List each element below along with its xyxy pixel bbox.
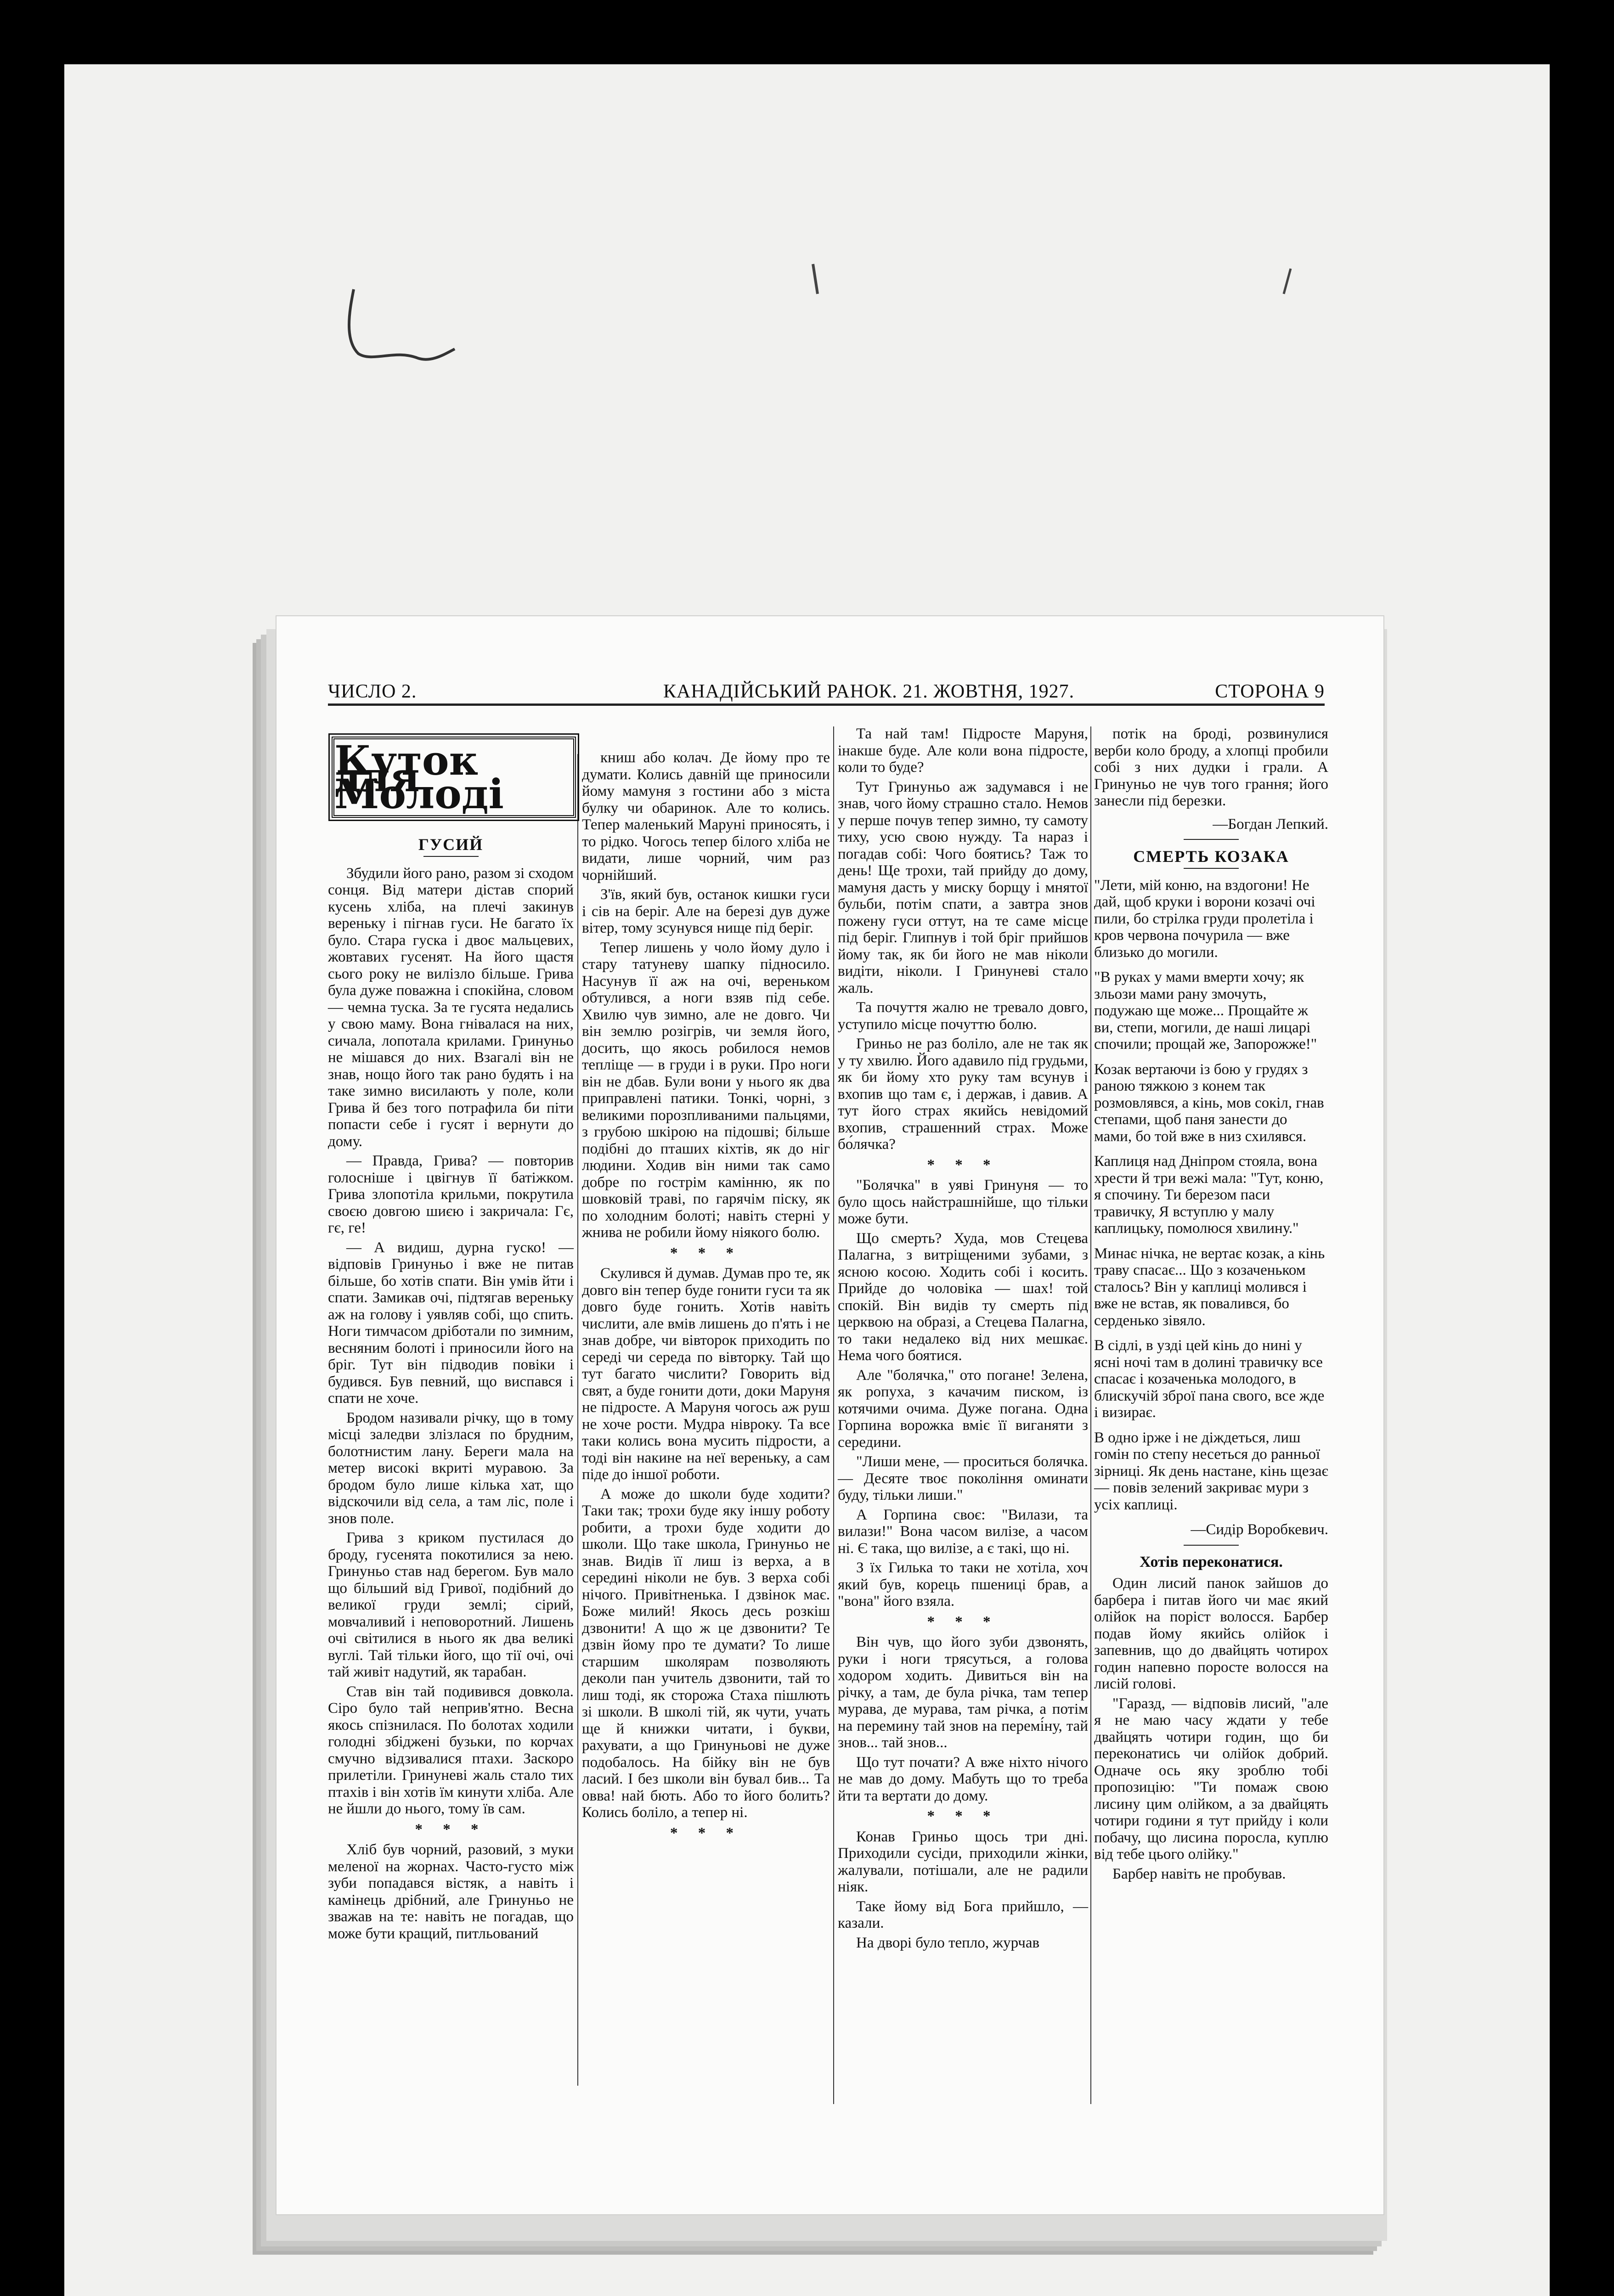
- column-2: [582, 749, 830, 1845]
- paragraph: А Горпина своє: "Вилази, та вилази!" Вона часом вилізе, а часом ні. Є така, що вилізе, а є такі, що ні.: [838, 1506, 1088, 1557]
- paragraph: Став він тай подивився довкола. Сіро було тай неприв'ятно. Весна якось спізнилася. По болотах ходили голодні збіджені бузьки, по корчах смучно відзивалися птахи. Заскоро прилетіли. Гринуневі жаль стало тих птахів і він хотів їм кинути хліба. Але не йшли до нього, тому їв сам.: [328, 1683, 574, 1817]
- paragraph: Та най там! Підросте Маруня, інакше буде. Але коли вона підросте, коли то буде?: [838, 726, 1088, 776]
- story-title: Хотів переконатися.: [1140, 1553, 1283, 1570]
- paragraph: Таке йому від Бога прийшло, — казали.: [838, 1898, 1088, 1931]
- paragraph: Один лисий панок зайшов до барбера і питав його чи має який олійок на поріст волосся. Барбер подав йому якийсь олійок і запевнив, що до двайцять чотирох годин напевно поросте волосся на лисій голові.: [1094, 1575, 1328, 1692]
- title-rule: [1184, 839, 1239, 840]
- paragraph: Гриньо не раз боліло, але не так як у ту хвилю. Його адавило під грудьми, як би йому хто руку там всунув і вхопив що там є, і держав, і давив. А тут його страх якийсь невідомий вхопив, страшенний страх. Може бо́лячка?: [838, 1035, 1088, 1153]
- section-break: * * *: [927, 1808, 999, 1824]
- paragraph: Збудили його рано, разом зі сходом сонця. Від матери дістав спорий кусень хліба, на плечі закинув вереньку і пігнав гуси. Не багато їх було. Стара гуска і двоє мальцевих, жовтавих гусенят. На його щастя сього року не вилізло більше. Грива була дуже поважна і спокійна, словом — чемна туска. За те гусята недались у свою маму. Вона гнівалася на них, сичала, лопотала крилами. Гринуньо не мішався до них. Взагалі він не знав, нощо його так рано будять і на таке зимно висилають у поле, коли Грива й без того потрафила би піти попасти себе і гусят і вернути до дому.: [328, 865, 574, 1150]
- author-signature: —Богдан Лепкий.: [1213, 816, 1328, 833]
- paragraph: Але "болячка," ото погане! Зелена, як ропуха, з качачим писком, із котячими очима. Дуже погана. Одна Горпина ворожка вміє її виганяти з середини.: [838, 1367, 1088, 1451]
- column-1: [328, 731, 574, 1945]
- paragraph: Та почуття жалю не тревало довго, уступило місце почуттю болю.: [838, 999, 1088, 1033]
- column-rule: [1090, 726, 1091, 2104]
- stanza: В сідлі, в узді цей кінь до нині у ясні ночі там в долині травичку все спасає і козаченька молодого, в блискучій зброї пана свого, все жде і визирає.: [1094, 1337, 1325, 1421]
- paragraph: Барбер навіть не пробував.: [1112, 1865, 1286, 1882]
- paragraph: потік на броді, розвинулися верби коло броду, а хлопці пробили собі з них дудки і грали. А Гринуньо не чув того грання; його занесли під березки.: [1094, 726, 1328, 809]
- paragraph: "Болячка" в уяві Гринуня — то було щось найстрашнійше, що тільки може бути.: [838, 1177, 1088, 1227]
- paragraph: Тут Гринуньо аж задумався і не знав, чого йому страшно стало. Немов у перше почув тепер зимно, ту самоту тиху, усю свою нужду. Та нараз і погадав собі: Чого боятись? Таж то день! Ще трохи, тай прийду до дому, мамуня дасть у миску борщу і мнятої бульби, потім спати, а завтра знов пожену гуси оттут, на те саме місце під беріг. Глипнув і той бріг прийшов йому так, як би його не мав ніколи видіти, ніколи. І Гринуневі стало жаль.: [838, 778, 1088, 996]
- column-rule: [833, 726, 834, 2104]
- newspaper-page: [276, 615, 1384, 2215]
- section-break: * * *: [415, 1821, 487, 1838]
- section-break: * * *: [670, 1824, 742, 1841]
- poet-signature: —Сидір Воробкевич.: [1191, 1521, 1328, 1538]
- stanza: "В руках у мами вмерти хочу; як зльози мами рану змочуть, подужаю ще може... Прощайте ж ви, степи, могили, де наші лицарі спочили; прощай же, Запорожже!": [1094, 969, 1317, 1052]
- section-title: Куток для Молоді: [334, 736, 504, 818]
- stanza: Каплиця над Дніпром стояла, вона хрести й три вежі мала: "Тут, коню, я спочину. Ти березом паси травичку, Я вступлю у малу каплицьку, помолюся хвилину.": [1094, 1153, 1324, 1237]
- stanza: "Лети, мій коню, на вздогони! Не дай, щоб круки і ворони козачі очі пили, бо стрілка груди пролетіла і кров червона почурила — вже близько до могили.: [1094, 877, 1315, 961]
- paragraph: З'їв, який був, останок кишки гуси і сів на беріг. Але на березі дув дуже вітер, тому зсунувся нище під беріг.: [582, 886, 830, 936]
- title-rule: [423, 856, 479, 857]
- section-break: * * *: [670, 1244, 742, 1261]
- column-4: [1094, 726, 1328, 1885]
- issue-number: ЧИСЛО 2.: [328, 681, 417, 702]
- paragraph: Хліб був чорний, разовий, з муки меленої на жорнах. Часто-густо між зуби попадався вістяк, а навіть і камінець дрібний, але Гринуньо не зважав на те: навіть не погадав, що може бути кращий, питльований: [328, 1841, 574, 1942]
- column-3: [838, 726, 1088, 1954]
- title-rule: [1184, 868, 1239, 869]
- paragraph: "Лиши мене, — проситься болячка. — Десяте твоє покоління оминати буду, тільки лиши.": [838, 1453, 1088, 1503]
- story-title: ГУСИЙ: [418, 835, 484, 854]
- paragraph: "Гаразд, — відповів лисий, "але я не маю часу ждати у тебе двайцять чотири годин, що би переконатись чи олійок добрий. Одначе ось яку зроблю тобі пропозицію: "Ти помаж свою лисину цим олійком, а за двайцять чотири години я тут прийду і коли побачу, що лисина поросла, куплю від тебе цього олійку.": [1094, 1695, 1328, 1863]
- paragraph: Він чув, що його зуби дзвонять, руки і ноги трясуться, а голова ходором ходить. Дивиться він на річку, а там, де була річка, там тепер мурава, де мурава, там річка, а потім на перемину тай знов на перемі́ну, тай знов... тай знов...: [838, 1634, 1088, 1751]
- paragraph: Грива з криком пустилася до броду, гусенята покотилися за нею. Гринуньо став над берегом. Був мало що більший від Гривої, подібний до великої груди землі; сірий, мовчаливий і неповоротний. Лишень очі світилися в нього як два великі вуглі. Тай тільки його, що тії очі, очі тай живіт надутий, як тарабан.: [328, 1530, 574, 1680]
- tick-mark: [1277, 266, 1295, 298]
- stanza: Минає нічка, не вертає козак, а кінь траву спасає... Що з козаченьком сталось? Він у каплиці молився і вже не встав, як повалився, бо серденько зівяло.: [1094, 1245, 1325, 1329]
- poem-title: СМЕРТЬ КОЗАКА: [1133, 847, 1289, 866]
- paragraph: На дворі було тепло, журчав: [856, 1934, 1040, 1951]
- poem: [1094, 877, 1328, 1514]
- column-rule: [577, 754, 578, 2086]
- page-header: [328, 681, 1325, 706]
- paragraph: книш або колач. Де йому про те думати. Колись давній ще приносили йому мамуня з гостини або з міста булку чи обаринок. Але то колись. Тепер маленький Маруні приносять, і то рідко. Чогось тепер білого хліба не видати, лише чорний, чим раз чорнійший.: [582, 749, 830, 884]
- paragraph: Тепер лишень у чоло йому дуло і стару татуневу шапку підносило. Насунув її аж на очі, вереньком обтулився, а ноги взяв під себе. Хвилю чув зимно, але не довго. Чи він землю розігрів, чи земля його, досить, що якось робилося немов тепліще — в груди і в руки. Про ноги він не дбав. Були вони у нього як два приправлені патики. Тонкі, чорні, з великими порозпливаними пальцями, з грубою шкірою на підошві; більше подібні до пташих кіхтів, як до ніг людини. Ходив він ними так само добре по гострім камінню, як по шовковій траві, по гарячім піску, як по холодним болоті; навіть стерні у жнива не робили йому ніякого болю.: [582, 939, 830, 1241]
- title-rule: [1184, 1545, 1239, 1546]
- pen-scribble-mark: [340, 285, 459, 390]
- section-title-box: [332, 737, 576, 818]
- paragraph: А може до школи буде ходити? Таки так; трохи буде яку іншу роботу робити, а трохи буде ходити до школи. Що таке школа, Гринуньо не знав. Видів її лиш із верха, а в середині ніколи не був. З верха собі нічого. Привітненька. І дзвінок має. Боже милий! Якось десь розкіш дзвонити! А що ж це дзвонити? Те дзвін йому про те думати? То лише старшим школярам позволяють деколи пан учитель дзвонити, тай то лиш тоді, як сторожа Стаха пішлють зі школи. В школі тій, як чути, учать ще й книжки читати, і букви, рахувати, а що Гринуньові не дуже подобалось. На бійку він не був ласий. І без школи він бувал бив... Та овва! най бють. Або то його болить? Колись боліло, а тепер ні.: [582, 1486, 830, 1821]
- page-number: СТОРОНА 9: [1215, 681, 1325, 702]
- section-break: * * *: [927, 1156, 999, 1173]
- paragraph: — А видиш, дурна гуско! — відповів Гринуньо і вже не питав більше, бо хотів спати. Він умів йти і спати. Замикав очі, підтягав вереньку аж на голову і уявляв собі, що спить. Ноги тимчасом дріботали по зимним, весняним болоті і приносили його на бріг. Тут він підводив повіки і будився. Був певний, що виспався і спати не хоче.: [328, 1239, 574, 1407]
- paragraph: Що смерть? Худа, мов Стецева Палагна, з витріщеними зубами, з ясною косою. Ходить собі і косить. Прийде до чоловіка — шах! той спокій. Він видів ту смерть під церквою на образі, а Стецева Палагна, то таки недалеко від них мешкає. Нема чого боятися.: [838, 1230, 1088, 1364]
- stanza: В одно ірже і не діждеться, лиш гомін по степу несеться до ранньої зірниці. Як день настане, кінь щезає — повів зелений закриває мури з усіх каплиці.: [1094, 1429, 1328, 1513]
- paragraph: — Правда, Грива? — повторив голосніше і цвігнув її батіжком. Грива злопотіла крильми, покрутила своєю довгою шиєю і закричала: Гє, гє, ге!: [328, 1153, 574, 1236]
- masthead-date: КАНАДІЙСЬКИЙ РАНОК. 21. ЖОВТНЯ, 1927.: [663, 681, 1075, 702]
- paragraph: Скулився й думав. Думав про те, як довго він тепер буде гонити гуси та як довго буде гонить. Хотів навіть числити, але вмів лишень до п'ять і не знав добре, чи вівторок приходить по середі чи середа по вівторку. Тай що тут багато числити? Говорить від свят, а буде гонити доти, доки Маруня не підросте. А Маруня чогось аж руш не хоче рости. Мудра нівроку. Та все таки колись вона мусить підрости, а тоді він накине на неї вереньку, а сам піде до іншої роботи.: [582, 1265, 830, 1483]
- paragraph: З їх Гилька то таки не хотіла, хоч який був, корець пшениці брав, а "вона" його взяла.: [838, 1559, 1088, 1609]
- stanza: Козак вертаючи із бою у грудях з раною тяжкою з конем так розмовлявся, а кінь, мов сокіл, гнав степами, щоб паня занести до мами, бо той вже в низ схилявся.: [1094, 1061, 1324, 1145]
- tick-mark: [808, 262, 822, 298]
- paragraph: Конав Гриньо щось три дні. Приходили сусіди, приходили жінки, жалували, потішали, але не радили ніяк.: [838, 1828, 1088, 1895]
- section-break: * * *: [927, 1613, 999, 1630]
- paragraph: Що тут почати? А вже ніхто нічого не мав до дому. Мабуть що то треба йти та вертати до дому.: [838, 1754, 1088, 1804]
- paragraph: Бродом називали річку, що в тому місці заледви злізлася по брудним, болотнистим лану. Береги мала на метер високі вкриті муравою. За бродом було лише кілька хат, що відскочили від села, а там ліс, поле і знов поле.: [328, 1409, 574, 1527]
